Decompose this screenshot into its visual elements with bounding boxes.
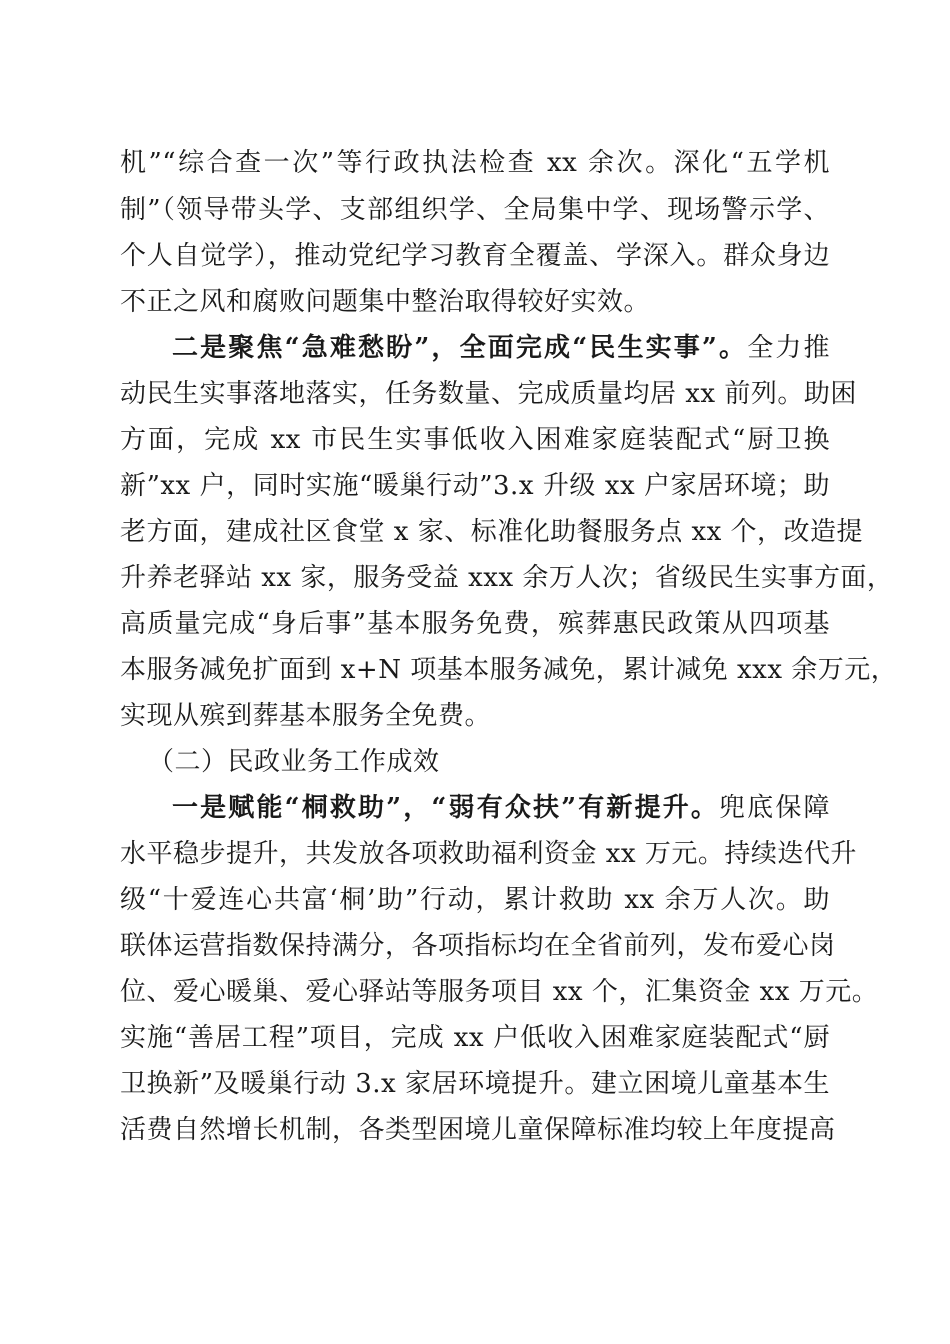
paragraph-line: 实施“善居工程”项目，完成 xx 户低收入困难家庭装配式“厨	[120, 1023, 830, 1053]
paragraph-line: 个人自觉学），推动党纪学习教育全覆盖、学深入。群众身边	[120, 241, 830, 271]
paragraph-line: 级“十爱连心共富‘桐’助”行动，累计救助 xx 余万人次。助	[120, 885, 830, 915]
paragraph-line: 方面，完成 xx 市民生实事低收入困难家庭装配式“厨卫换	[120, 425, 830, 455]
paragraph-lead-rest: 兜底保障	[719, 793, 830, 823]
paragraph-line: 升养老驿站 xx 家，服务受益 xxx 余万人次；省级民生实事方面，	[120, 563, 894, 593]
paragraph-lead-line	[172, 333, 830, 363]
paragraph-line: 制”（领导带头学、支部组织学、全局集中学、现场警示学、	[120, 195, 830, 225]
paragraph-line: 实现从殡到葬基本服务全免费。	[120, 701, 492, 731]
paragraph-line: 新”xx 户，同时实施“暖巢行动”3.x 升级 xx 户家居环境；助	[120, 471, 830, 501]
paragraph-line: 不正之风和腐败问题集中整治取得较好实效。	[120, 287, 651, 317]
paragraph-line: 老方面，建成社区食堂 x 家、标准化助餐服务点 xx 个，改造提	[120, 517, 864, 547]
paragraph-lead-line	[172, 793, 830, 823]
paragraph-line: 本服务减免扩面到 x+N 项基本服务减免，累计减免 xxx 余万元，	[120, 655, 898, 685]
paragraph-line: 水平稳步提升，共发放各项救助福利资金 xx 万元。持续迭代升	[120, 839, 857, 869]
paragraph-line: 活费自然增长机制，各类型困境儿童保障标准均较上年度提高	[120, 1115, 836, 1145]
paragraph-line: 高质量完成“身后事”基本服务免费，殡葬惠民政策从四项基	[120, 609, 830, 639]
paragraph-line: 位、爱心暖巢、爱心驿站等服务项目 xx 个，汇集资金 xx 万元。	[120, 977, 879, 1007]
paragraph-line: 机”“综合查一次”等行政执法检查 xx 余次。深化“五学机	[120, 148, 830, 178]
paragraph-lead-rest: 全力推	[747, 333, 830, 363]
section-heading: （二）民政业务工作成效	[148, 747, 440, 777]
paragraph-line: 联体运营指数保持满分，各项指标均在全省前列，发布爱心岗	[120, 931, 836, 961]
paragraph-lead-bold: 一是赋能“桐救助”，“弱有众扶”有新提升。	[172, 793, 720, 823]
paragraph-line: 动民生实事落地落实，任务数量、完成质量均居 xx 前列。助困	[120, 379, 857, 409]
paragraph-line: 卫换新”及暖巢行动 3.x 家居环境提升。建立困境儿童基本生	[120, 1069, 830, 1099]
paragraph-lead-bold: 二是聚焦“急难愁盼”，全面完成“民生实事”。	[172, 333, 748, 363]
